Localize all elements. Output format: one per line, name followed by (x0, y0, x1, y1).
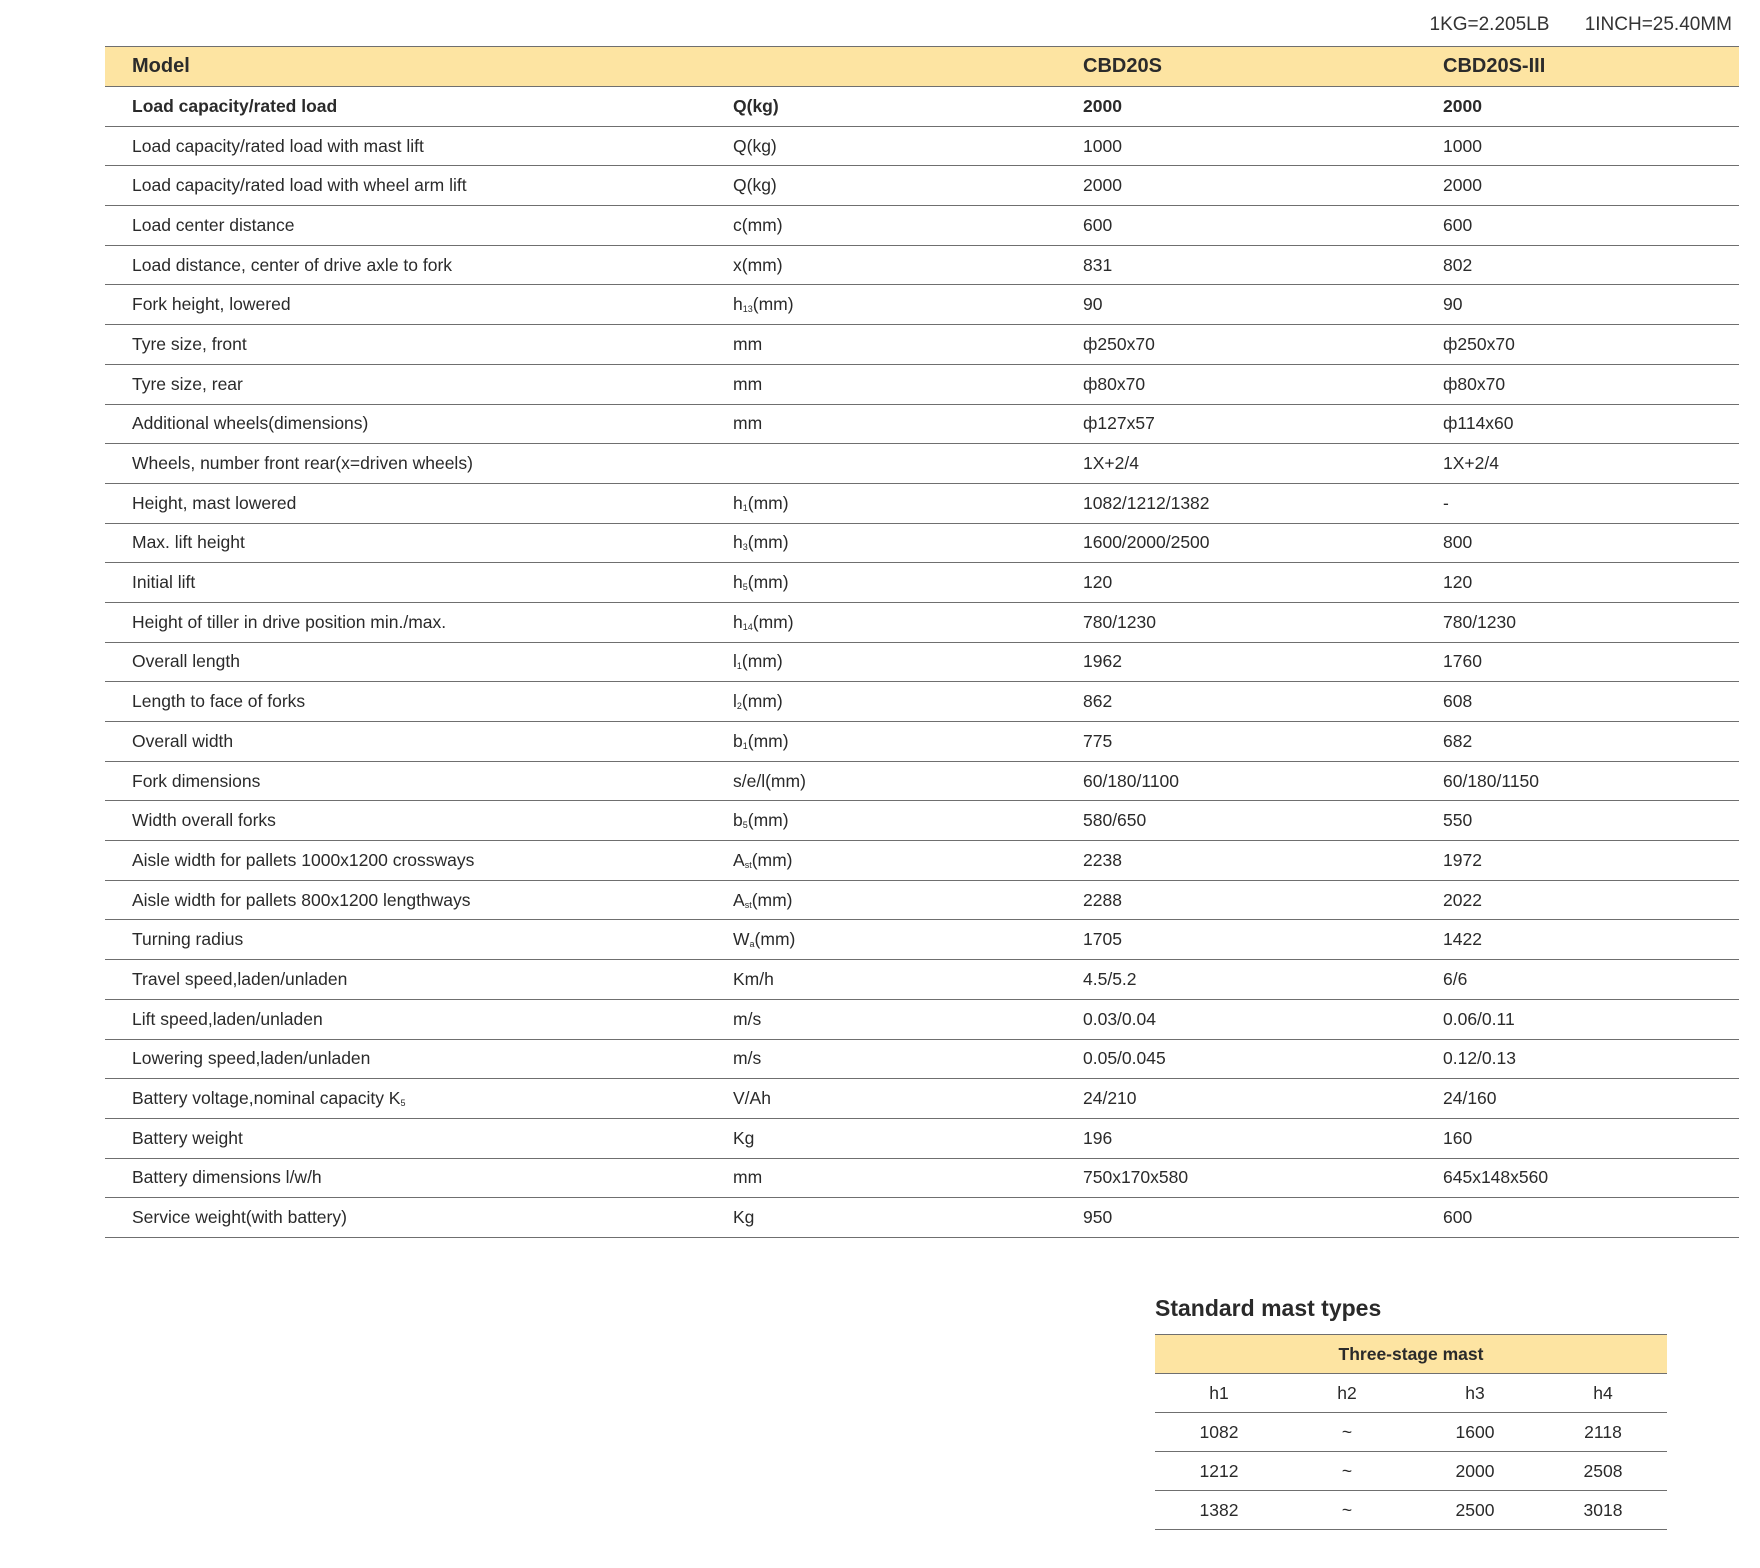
table-row (105, 642, 1739, 682)
table-row (105, 523, 1739, 563)
unit-cell: $l_2(mm)$ (706, 682, 1056, 722)
unit-cell: $h_1(mm)$ (706, 483, 1056, 523)
mast-row (1155, 1413, 1667, 1452)
parameter-label: Load capacity/rated load with wheel arm lift (105, 166, 706, 206)
mast-cell-h4: 2508 (1539, 1452, 1667, 1491)
parameter-label: Lift speed,laden/unladen (105, 999, 706, 1039)
parameter-label: Battery dimensions l/w/h (105, 1158, 706, 1198)
model-header-row (105, 47, 1739, 87)
cbd20s-value: 4.5/5.2 (1056, 960, 1416, 1000)
unit-cell: $b_5(mm)$ (706, 801, 1056, 841)
cbd20s-value: 750x170x580 (1056, 1158, 1416, 1198)
cbd20s-value: 775 (1056, 722, 1416, 762)
table-row (105, 325, 1739, 365)
cbd20s-value: ф80x70 (1056, 364, 1416, 404)
unit-cell: $h_5(mm)$ (706, 563, 1056, 603)
mast-band-row (1155, 1335, 1667, 1374)
table-row (105, 602, 1739, 642)
cbd20s-value: 950 (1056, 1198, 1416, 1238)
cbd20s-iii-value: 1760 (1416, 642, 1739, 682)
parameter-label: Additional wheels(dimensions) (105, 404, 706, 444)
parameter-label: Turning radius (105, 920, 706, 960)
mast-col-h3: h3 (1411, 1374, 1539, 1413)
cbd20s-iii-value: 682 (1416, 722, 1739, 762)
unit-cell: Q(kg) (706, 166, 1056, 206)
parameter-label: Battery weight (105, 1118, 706, 1158)
parameter-label: Battery voltage,nominal capacity $K_5$ (105, 1079, 706, 1119)
unit-cell: Kg (706, 1118, 1056, 1158)
cbd20s-iii-value: 1422 (1416, 920, 1739, 960)
cbd20s-value: 831 (1056, 245, 1416, 285)
unit-cell: $h_3(mm)$ (706, 523, 1056, 563)
cbd20s-iii-value: 2000 (1416, 87, 1739, 127)
parameter-label: Width overall forks (105, 801, 706, 841)
unit-cell: m/s (706, 999, 1056, 1039)
table-row (105, 166, 1739, 206)
cbd20s-value: 1962 (1056, 642, 1416, 682)
cbd20s-iii-value: 24/160 (1416, 1079, 1739, 1119)
cbd20s-value: 862 (1056, 682, 1416, 722)
cbd20s-value: 90 (1056, 285, 1416, 325)
mast-col-h4: h4 (1539, 1374, 1667, 1413)
cbd20s-value: 0.03/0.04 (1056, 999, 1416, 1039)
parameter-label: Load capacity/rated load (105, 87, 706, 127)
cbd20s-value: 580/650 (1056, 801, 1416, 841)
unit-header (706, 47, 1056, 87)
table-row (105, 960, 1739, 1000)
unit-conversions (1430, 14, 1733, 36)
model-label: Model (105, 47, 706, 87)
unit-cell: Q(kg) (706, 87, 1056, 127)
unit-cell: $l_1(mm)$ (706, 642, 1056, 682)
unit-cell: mm (706, 404, 1056, 444)
parameter-label: Overall length (105, 642, 706, 682)
cbd20s-value: 0.05/0.045 (1056, 1039, 1416, 1079)
mast-table (1155, 1334, 1667, 1530)
table-row (105, 1039, 1739, 1079)
kg-conversion: 1KG=2.205LB (1429, 14, 1550, 35)
model-cbd20s: CBD20S (1056, 47, 1416, 87)
cbd20s-value: 2288 (1056, 880, 1416, 920)
mast-cell-h1: 1082 (1155, 1413, 1283, 1452)
cbd20s-value: 1082/1212/1382 (1056, 483, 1416, 523)
table-row (105, 1198, 1739, 1238)
unit-cell: $h_{13}(mm)$ (706, 285, 1056, 325)
unit-cell (706, 444, 1056, 484)
unit-cell: $h_{14}(mm)$ (706, 602, 1056, 642)
table-row (105, 483, 1739, 523)
table-row (105, 841, 1739, 881)
table-row (105, 880, 1739, 920)
mast-cell-h1: 1382 (1155, 1491, 1283, 1530)
cbd20s-iii-value: 600 (1416, 206, 1739, 246)
cbd20s-iii-value: 1000 (1416, 126, 1739, 166)
table-row (105, 206, 1739, 246)
mast-col-h1: h1 (1155, 1374, 1283, 1413)
cbd20s-value: 120 (1056, 563, 1416, 603)
unit-cell: c(mm) (706, 206, 1056, 246)
cbd20s-value: 2000 (1056, 87, 1416, 127)
unit-cell: Kg (706, 1198, 1056, 1238)
model-cbd20s-iii: CBD20S-III (1416, 47, 1739, 87)
table-row (105, 126, 1739, 166)
unit-cell: s/e/l(mm) (706, 761, 1056, 801)
mast-cell-h2: ~ (1283, 1452, 1411, 1491)
mast-row (1155, 1452, 1667, 1491)
unit-cell: x(mm) (706, 245, 1056, 285)
table-row (105, 1079, 1739, 1119)
mast-rows (1155, 1413, 1667, 1530)
cbd20s-iii-value: 0.12/0.13 (1416, 1039, 1739, 1079)
cbd20s-value: ф127x57 (1056, 404, 1416, 444)
cbd20s-value: 2238 (1056, 841, 1416, 881)
cbd20s-value: 1000 (1056, 126, 1416, 166)
parameter-label: Load center distance (105, 206, 706, 246)
cbd20s-value: 1705 (1056, 920, 1416, 960)
table-row (105, 920, 1739, 960)
cbd20s-value: 600 (1056, 206, 1416, 246)
table-row (105, 761, 1739, 801)
cbd20s-iii-value: 2022 (1416, 880, 1739, 920)
unit-cell: m/s (706, 1039, 1056, 1079)
cbd20s-value: 1600/2000/2500 (1056, 523, 1416, 563)
parameter-label: Load distance, center of drive axle to fork (105, 245, 706, 285)
table-row (105, 87, 1739, 127)
unit-cell: $A_{st}(mm)$ (706, 880, 1056, 920)
cbd20s-iii-value: ф80x70 (1416, 364, 1739, 404)
cbd20s-value: 780/1230 (1056, 602, 1416, 642)
cbd20s-value: 2000 (1056, 166, 1416, 206)
unit-cell: V/Ah (706, 1079, 1056, 1119)
table-row (105, 682, 1739, 722)
table-row (105, 364, 1739, 404)
cbd20s-iii-value: - (1416, 483, 1739, 523)
parameter-label: Tyre size, rear (105, 364, 706, 404)
parameter-label: Fork height, lowered (105, 285, 706, 325)
cbd20s-value: ф250x70 (1056, 325, 1416, 365)
parameter-label: Wheels, number front rear(x=driven wheels) (105, 444, 706, 484)
unit-cell: mm (706, 325, 1056, 365)
unit-cell: Q(kg) (706, 126, 1056, 166)
mast-row (1155, 1491, 1667, 1530)
unit-cell: mm (706, 364, 1056, 404)
parameter-label: Tyre size, front (105, 325, 706, 365)
parameter-label: Initial lift (105, 563, 706, 603)
table-row (105, 285, 1739, 325)
mast-cell-h4: 2118 (1539, 1413, 1667, 1452)
cbd20s-iii-value: 802 (1416, 245, 1739, 285)
mast-section-title: Standard mast types (1155, 1295, 1382, 1321)
unit-cell: mm (706, 1158, 1056, 1198)
cbd20s-iii-value: 90 (1416, 285, 1739, 325)
cbd20s-iii-value: 60/180/1150 (1416, 761, 1739, 801)
cbd20s-value: 196 (1056, 1118, 1416, 1158)
mast-cell-h4: 3018 (1539, 1491, 1667, 1530)
cbd20s-iii-value: ф114x60 (1416, 404, 1739, 444)
cbd20s-iii-value: 645x148x560 (1416, 1158, 1739, 1198)
table-row (105, 404, 1739, 444)
cbd20s-value: 1X+2/4 (1056, 444, 1416, 484)
table-row (105, 444, 1739, 484)
parameter-label: Fork dimensions (105, 761, 706, 801)
table-row (105, 722, 1739, 762)
inch-conversion: 1INCH=25.40MM (1584, 14, 1732, 35)
unit-cell: $A_{st}(mm)$ (706, 841, 1056, 881)
parameter-label: Load capacity/rated load with mast lift (105, 126, 706, 166)
cbd20s-iii-value: 800 (1416, 523, 1739, 563)
mast-cell-h3: 2000 (1411, 1452, 1539, 1491)
cbd20s-iii-value: 160 (1416, 1118, 1739, 1158)
mast-cell-h1: 1212 (1155, 1452, 1283, 1491)
cbd20s-iii-value: 120 (1416, 563, 1739, 603)
cbd20s-iii-value: 600 (1416, 1198, 1739, 1238)
parameter-label: Height of tiller in drive position min./max. (105, 602, 706, 642)
mast-cell-h3: 1600 (1411, 1413, 1539, 1452)
mast-cell-h3: 2500 (1411, 1491, 1539, 1530)
parameter-label: Aisle width for pallets 800x1200 lengthways (105, 880, 706, 920)
cbd20s-iii-value: 780/1230 (1416, 602, 1739, 642)
unit-cell: Km/h (706, 960, 1056, 1000)
table-row (105, 1118, 1739, 1158)
unit-cell: $b_1(mm)$ (706, 722, 1056, 762)
parameter-label: Length to face of forks (105, 682, 706, 722)
cbd20s-value: 60/180/1100 (1056, 761, 1416, 801)
table-row (105, 999, 1739, 1039)
table-row (105, 801, 1739, 841)
parameter-label: Aisle width for pallets 1000x1200 crossways (105, 841, 706, 881)
table-row (105, 563, 1739, 603)
mast-column-headers (1155, 1374, 1667, 1413)
cbd20s-iii-value: 608 (1416, 682, 1739, 722)
cbd20s-iii-value: 2000 (1416, 166, 1739, 206)
cbd20s-value: 24/210 (1056, 1079, 1416, 1119)
mast-cell-h2: ~ (1283, 1413, 1411, 1452)
cbd20s-iii-value: 6/6 (1416, 960, 1739, 1000)
specification-rows (105, 87, 1739, 1238)
parameter-label: Overall width (105, 722, 706, 762)
parameter-label: Height, mast lowered (105, 483, 706, 523)
mast-band-label: Three-stage mast (1155, 1335, 1667, 1374)
unit-cell: $W_a(mm)$ (706, 920, 1056, 960)
cbd20s-iii-value: 0.06/0.11 (1416, 999, 1739, 1039)
parameter-label: Service weight(with battery) (105, 1198, 706, 1238)
table-row (105, 245, 1739, 285)
parameter-label: Max. lift height (105, 523, 706, 563)
cbd20s-iii-value: ф250x70 (1416, 325, 1739, 365)
cbd20s-iii-value: 1X+2/4 (1416, 444, 1739, 484)
mast-col-h2: h2 (1283, 1374, 1411, 1413)
mast-cell-h2: ~ (1283, 1491, 1411, 1530)
specification-table (105, 46, 1739, 1238)
table-row (105, 1158, 1739, 1198)
cbd20s-iii-value: 550 (1416, 801, 1739, 841)
parameter-label: Lowering speed,laden/unladen (105, 1039, 706, 1079)
parameter-label: Travel speed,laden/unladen (105, 960, 706, 1000)
cbd20s-iii-value: 1972 (1416, 841, 1739, 881)
